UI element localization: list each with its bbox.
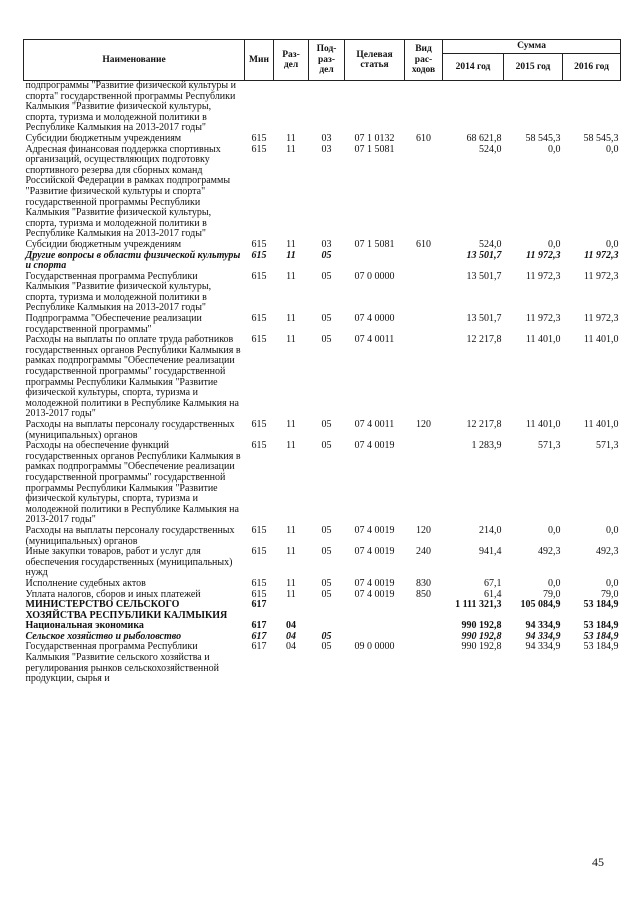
cell-name: Сельское хозяйство и рыболовство — [25, 630, 182, 642]
cell-podrazdel: 05 — [321, 419, 332, 430]
cell-name: Расходы на выплаты персоналу государственных (муниципальных) органов — [25, 524, 235, 547]
cell-min: 615 — [251, 238, 267, 250]
cell-podrazdel: 05 — [321, 334, 332, 346]
cell-name: Субсидии бюджетным учреждениям — [25, 238, 182, 250]
cell-name: Субсидии бюджетным учреждениям — [25, 132, 182, 144]
table-row — [24, 134, 621, 145]
cell-min: 617 — [251, 641, 267, 653]
cell-min: 615 — [251, 249, 267, 261]
cell-razdel: 11 — [286, 132, 296, 144]
cell-2016: 79,0 — [601, 588, 619, 600]
cell-podrazdel — [309, 81, 345, 134]
cell-2015: 79,0 — [543, 588, 561, 600]
cell-2014: 524,0 — [479, 238, 502, 250]
cell-razdel: 11 — [286, 143, 296, 155]
table-body — [24, 81, 621, 685]
cell-min: 615 — [251, 334, 267, 346]
cell-podrazdel: 05 — [321, 313, 332, 325]
cell-podrazdel: 05 — [321, 440, 332, 452]
budget-table — [23, 39, 621, 685]
table-row — [24, 81, 621, 134]
cell-vid: 610 — [416, 238, 431, 250]
cell-name: Расходы на выплаты персоналу государственных (муниципальных) органов — [25, 419, 235, 441]
header-razdel — [274, 40, 309, 81]
header-vid — [405, 40, 443, 81]
cell-razdel: 11 — [286, 546, 296, 558]
cell-min: 615 — [251, 588, 267, 600]
cell-podrazdel: 05 — [321, 249, 332, 261]
header-summa: Сумма — [443, 40, 621, 54]
cell-2016: 11 972,3 — [584, 249, 619, 261]
cell-2015: 492,3 — [538, 546, 561, 558]
cell-2016: 0,0 — [606, 238, 619, 250]
cell-name: Другие вопросы в области физической культуры и спорта — [25, 249, 241, 272]
cell-min: 615 — [251, 143, 267, 155]
cell-cel: 07 4 0019 — [354, 546, 395, 558]
header-razdel-text: Раз- дел — [282, 49, 300, 70]
cell-2016: 11 401,0 — [583, 419, 619, 430]
cell-2016: 11 972,3 — [583, 313, 619, 325]
table-header — [24, 40, 621, 81]
cell-2014: 990 192,8 — [461, 620, 502, 632]
table-row — [24, 240, 621, 251]
cell-podrazdel: 05 — [321, 524, 332, 536]
cell-2016: 53 184,9 — [583, 620, 619, 632]
cell-podrazdel: 03 — [321, 132, 332, 144]
cell-podrazdel: 05 — [321, 588, 332, 600]
header-year-2015: 2015 год — [504, 54, 563, 81]
cell-2016: 492,3 — [596, 546, 619, 558]
cell-2016: 571,3 — [596, 440, 619, 452]
header-cel-text: Целевая статья — [356, 49, 393, 70]
cell-2015: 11 972,3 — [525, 313, 561, 325]
cell-name: Исполнение судебных актов — [25, 577, 146, 589]
budget-sheet — [23, 39, 620, 685]
cell-razdel — [274, 81, 309, 134]
table-row — [24, 441, 621, 526]
cell-razdel: 11 — [286, 524, 296, 536]
cell-podrazdel: 05 — [321, 641, 332, 653]
header-cel — [345, 40, 405, 81]
cell-razdel: 11 — [286, 238, 296, 250]
cell-2014: 990 192,8 — [461, 630, 502, 642]
cell-cel: 07 1 0132 — [354, 132, 395, 144]
cell-2016: 0,0 — [606, 143, 619, 155]
cell-min: 617 — [251, 630, 267, 642]
cell-2015 — [504, 81, 563, 134]
cell-cel: 07 0 0000 — [354, 270, 395, 282]
cell-podrazdel: 05 — [321, 270, 332, 282]
header-name: Наименование — [24, 40, 245, 81]
cell-cel — [345, 81, 405, 134]
cell-2014: 990 192,8 — [461, 641, 502, 653]
table-row — [24, 547, 621, 579]
cell-2015: 11 972,3 — [525, 270, 561, 282]
cell-min: 615 — [251, 524, 267, 536]
header-vid-text: Вид рас- ходов — [411, 44, 436, 76]
cell-2014: 13 501,7 — [466, 313, 502, 325]
cell-2014: 941,4 — [479, 546, 502, 558]
cell-name: подпрограммы "Развитие физической культуры и спорта" государственной программы Республики Калмыкия "Развитие физической культуры, спорта, туризма и молодежной политики в Республике Калмыкия на 2013-2017 годы" — [25, 80, 236, 134]
table-row — [24, 600, 621, 621]
cell-razdel: 11 — [286, 577, 296, 589]
cell-razdel — [274, 600, 309, 621]
cell-2014: 13 501,7 — [466, 270, 502, 282]
table-row — [24, 335, 621, 420]
cell-2015: 0,0 — [548, 143, 561, 155]
cell-razdel: 04 — [286, 641, 296, 653]
cell-2016: 11 972,3 — [583, 270, 619, 282]
cell-vid — [405, 314, 443, 335]
cell-2015: 571,3 — [538, 440, 561, 452]
cell-2016: 53 184,9 — [583, 599, 619, 611]
cell-min: 615 — [251, 313, 267, 325]
cell-min: 615 — [251, 546, 267, 558]
cell-2015: 94 334,9 — [525, 630, 561, 642]
cell-razdel: 11 — [286, 334, 296, 346]
cell-2016: 53 184,9 — [583, 630, 619, 642]
header-podrazdel-text: Под- раз- дел — [316, 44, 337, 76]
cell-2014: 524,0 — [479, 143, 502, 155]
cell-vid — [405, 632, 443, 643]
cell-name: Государственная программа Республики Калмыкия "Развитие сельского хозяйства и регулирования рынков сельскохозяйственной продукции, сырья и — [25, 641, 219, 685]
cell-name: Расходы на выплаты по оплате труда работников государственных органов Республики Калмыкия в рамках подпрограммы "Обеспечение реализации государственной программы" государственной программы Республики Калмыкия "Развитие физической культуры, спорта, туризма и молодежной политики в Республике Калмыкия на 2013-2017 годы" — [25, 334, 241, 420]
cell-2014: 61,4 — [484, 588, 502, 600]
cell-2015: 0,0 — [548, 577, 561, 589]
table-row — [24, 272, 621, 314]
cell-2015: 11 401,0 — [525, 334, 561, 346]
page-number: 45 — [592, 855, 604, 869]
cell-name: Национальная экономика — [25, 620, 144, 632]
cell-2015: 11 972,3 — [526, 249, 561, 261]
cell-razdel: 11 — [286, 419, 296, 430]
cell-2015: 0,0 — [548, 238, 561, 250]
cell-2014: 67,1 — [484, 577, 502, 589]
table-row — [24, 420, 621, 441]
cell-min — [245, 81, 274, 134]
cell-2014 — [443, 81, 504, 134]
header-year-2014: 2014 год — [443, 54, 504, 81]
cell-cel: 07 4 0011 — [354, 334, 395, 346]
cell-name: Расходы на обеспечение функций государственных органов Республики Калмыкия в рамках подпрограммы "Обеспечение реализации государственной программы" государственной программы Республики Калмыкия "Развитие физической культуры, спорта, туризма и молодежной политики в Республике Калмыкия на 2013-2017 годы" — [25, 440, 241, 526]
cell-name: Адресная финансовая поддержка спортивных организаций, осуществляющих подготовку спортивного резерва для сборных команд Российской Федерации в рамках подпрограммы "Развитие физической культуры и спорта" государственной программы Республики Калмыкия "Развитие физической культуры, спорта, туризма и молодежной политики в Республике Калмыкия на 2013-2017 годы" — [25, 143, 231, 240]
header-year-2016: 2016 год — [563, 54, 621, 81]
cell-cel — [345, 621, 405, 632]
cell-2016: 53 184,9 — [583, 641, 619, 653]
table-row — [24, 579, 621, 590]
cell-2015: 0,0 — [548, 524, 561, 536]
cell-2014: 1 283,9 — [471, 440, 502, 452]
cell-vid — [405, 145, 443, 240]
cell-razdel: 04 — [286, 630, 296, 642]
cell-2016: 58 545,3 — [583, 132, 619, 144]
cell-2016 — [563, 81, 621, 134]
cell-2015: 11 401,0 — [525, 419, 561, 430]
cell-2015: 105 084,9 — [520, 599, 561, 611]
cell-cel: 07 4 0019 — [354, 588, 395, 600]
cell-2015: 58 545,3 — [525, 132, 561, 144]
cell-2014: 12 217,8 — [466, 419, 502, 430]
cell-min: 617 — [251, 599, 267, 611]
cell-name: Подпрограмма "Обеспечение реализации государственной программы" — [25, 313, 202, 335]
cell-cel: 07 1 5081 — [354, 143, 395, 155]
cell-vid — [405, 335, 443, 420]
cell-podrazdel: 03 — [321, 143, 332, 155]
header-min: Мин — [245, 40, 274, 81]
cell-cel: 07 1 5081 — [354, 238, 395, 250]
table-row — [24, 251, 621, 272]
cell-podrazdel: 05 — [321, 630, 332, 642]
cell-podrazdel: 05 — [321, 577, 332, 589]
cell-min: 615 — [251, 440, 267, 452]
cell-vid — [405, 600, 443, 621]
cell-razdel: 11 — [286, 249, 296, 261]
cell-razdel: 04 — [286, 620, 296, 632]
cell-razdel: 11 — [286, 588, 296, 600]
table-row — [24, 526, 621, 547]
cell-2015: 94 334,9 — [525, 641, 561, 653]
cell-2015: 94 334,9 — [525, 620, 561, 632]
cell-2014: 12 217,8 — [466, 334, 502, 346]
cell-vid: 120 — [416, 419, 431, 430]
cell-2014: 214,0 — [479, 524, 502, 536]
cell-2014: 1 111 321,3 — [455, 599, 502, 611]
cell-vid: 240 — [416, 546, 431, 558]
cell-podrazdel — [309, 600, 345, 621]
cell-cel: 07 4 0000 — [354, 313, 395, 325]
cell-vid: 120 — [416, 524, 431, 536]
cell-cel — [345, 600, 405, 621]
cell-cel: 07 4 0019 — [354, 577, 395, 589]
cell-razdel: 11 — [286, 313, 296, 325]
cell-2016: 0,0 — [606, 577, 619, 589]
cell-cel: 07 4 0019 — [354, 440, 395, 452]
cell-min: 617 — [251, 620, 267, 632]
cell-name: Уплата налогов, сборов и иных платежей — [25, 588, 201, 600]
cell-name: Иные закупки товаров, работ и услуг для обеспечения государственных (муниципальных) нужд — [25, 546, 233, 579]
cell-min: 615 — [251, 419, 267, 430]
cell-podrazdel: 05 — [321, 546, 332, 558]
cell-vid: 850 — [416, 588, 431, 600]
table-row — [24, 145, 621, 240]
cell-vid: 830 — [416, 577, 431, 589]
table-row — [24, 314, 621, 335]
cell-cel: 09 0 0000 — [354, 641, 395, 653]
cell-vid — [405, 251, 443, 272]
cell-2014: 68 621,8 — [466, 132, 502, 144]
cell-vid — [405, 441, 443, 526]
cell-razdel: 11 — [286, 270, 296, 282]
table-row — [24, 642, 621, 684]
cell-min: 615 — [251, 577, 267, 589]
cell-vid — [405, 81, 443, 134]
cell-2016: 0,0 — [606, 524, 619, 536]
cell-name: Государственная программа Республики Калмыкия "Развитие физической культуры, спорта, туризма и молодежной политики в Республике Калмыкия на 2013-2017 годы" — [25, 270, 212, 314]
header-podrazdel — [309, 40, 345, 81]
cell-min: 615 — [251, 270, 267, 282]
cell-cel: 07 4 0011 — [354, 419, 395, 430]
cell-vid — [405, 621, 443, 632]
cell-cel: 07 4 0019 — [354, 524, 395, 536]
cell-min: 615 — [251, 132, 267, 144]
cell-2016: 11 401,0 — [583, 334, 619, 346]
cell-vid — [405, 272, 443, 314]
cell-podrazdel: 03 — [321, 238, 332, 250]
cell-vid: 610 — [416, 132, 431, 144]
cell-name: МИНИСТЕРСТВО СЕЛЬСКОГО ХОЗЯЙСТВА РЕСПУБЛИКИ КАЛМЫКИЯ — [25, 599, 228, 621]
cell-cel — [345, 251, 405, 272]
cell-vid — [405, 642, 443, 684]
cell-2014: 13 501,7 — [466, 249, 502, 261]
cell-razdel: 11 — [286, 440, 296, 452]
